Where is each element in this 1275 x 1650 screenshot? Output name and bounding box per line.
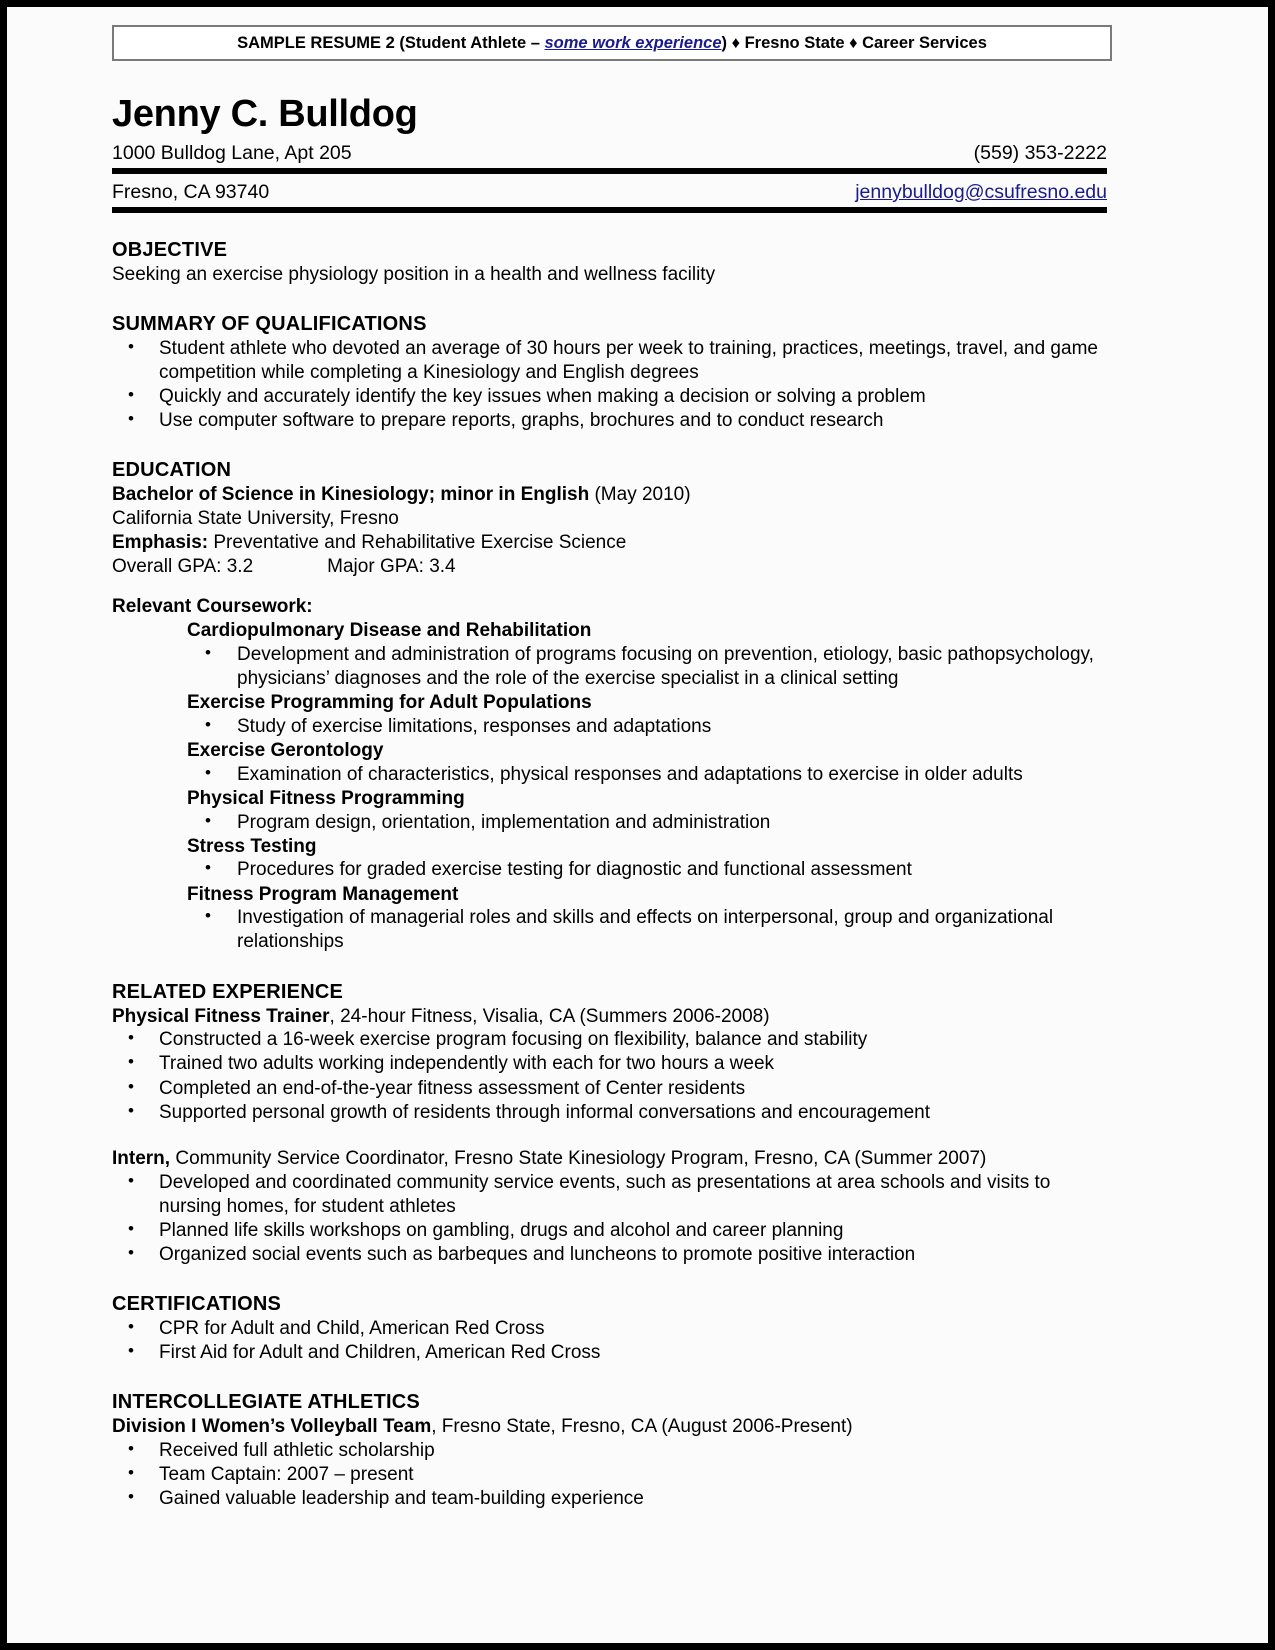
certifications-bullet-list (112, 1317, 1112, 1365)
list-item: • Received full athletic scholarship (112, 1439, 1112, 1463)
education-school: California State University, Fresno (112, 507, 399, 529)
section-heading-athletics: INTERCOLLEGIATE ATHLETICS (112, 1390, 420, 1413)
course-entry (187, 691, 1112, 739)
list-item: • Constructed a 16-week exercise program focusing on flexibility, balance and stability (112, 1028, 1112, 1052)
banner-prefix: SAMPLE RESUME 2 (Student Athlete – (237, 34, 545, 52)
list-item: • Development and administration of programs focusing on prevention, etiology, basic pathopsychology, physicians’ diagnoses and the role of the exercise specialist in a clinical setting (187, 643, 1112, 691)
course-title: Fitness Program Management (187, 883, 459, 905)
list-item: • Study of exercise limitations, responses and adaptations (187, 715, 1112, 739)
course-bullet-list (187, 811, 1112, 835)
list-item: • Trained two adults working independently with each for two hours a week (112, 1052, 1112, 1076)
course-entry (187, 883, 1112, 955)
overall-gpa: Overall GPA: 3.2 (112, 555, 254, 577)
course-title: Physical Fitness Programming (187, 787, 465, 809)
banner-suffix: ) ♦ Fresno State ♦ Career Services (721, 34, 987, 52)
team-details: , Fresno State, Fresno, CA (August 2006-Present) (431, 1415, 853, 1437)
course-title: Exercise Gerontology (187, 739, 384, 761)
page-content (112, 25, 1112, 1511)
degree-title: Bachelor of Science in Kinesiology; minor in English (112, 483, 590, 505)
job-bullet-list (112, 1028, 1112, 1124)
list-item: • Team Captain: 2007 – present (112, 1463, 1112, 1487)
list-item: • Use computer software to prepare reports, graphs, brochures and to conduct research (112, 409, 1112, 433)
course-entry (187, 787, 1112, 835)
course-bullet-list (187, 715, 1112, 739)
job-details: Community Service Coordinator, Fresno State Kinesiology Program, Fresno, CA (Summer 2007) (170, 1147, 987, 1169)
section-heading-summary: SUMMARY OF QUALIFICATIONS (112, 312, 427, 335)
education-emphasis (112, 531, 1112, 555)
list-item: • Quickly and accurately identify the key issues when making a decision or solving a problem (112, 385, 1112, 409)
candidate-name: Jenny C. Bulldog (112, 93, 418, 135)
course-entry (187, 619, 1112, 691)
job-details: , 24-hour Fitness, Visalia, CA (Summers 2006-2008) (329, 1005, 770, 1027)
education-gpa (112, 555, 1112, 579)
contact-row-2 (112, 178, 1107, 206)
list-item: • CPR for Adult and Child, American Red Cross (112, 1317, 1112, 1341)
list-item: • Developed and coordinated community service events, such as presentations at area schools and visits to nursing homes, for student athletes (112, 1171, 1112, 1219)
course-entry (187, 835, 1112, 883)
section-heading-education: EDUCATION (112, 458, 232, 481)
list-item: • Investigation of managerial roles and skills and effects on interpersonal, group and organizational relationships (187, 906, 1112, 954)
contact-row-1 (112, 139, 1107, 167)
course-bullet-list (187, 858, 1112, 882)
team-name: Division I Women’s Volleyball Team (112, 1415, 432, 1437)
athletics-bullet-list (112, 1439, 1112, 1511)
section-heading-objective: OBJECTIVE (112, 238, 228, 261)
summary-bullet-list (112, 337, 1112, 433)
emphasis-label: Emphasis: (112, 531, 209, 553)
athletics-team-line (112, 1415, 1112, 1439)
list-item: • Supported personal growth of residents through informal conversations and encouragement (112, 1101, 1112, 1125)
course-bullet-list (187, 643, 1112, 691)
section-heading-related-experience: RELATED EXPERIENCE (112, 980, 344, 1003)
objective-text: Seeking an exercise physiology position in a health and wellness facility (112, 263, 716, 285)
course-title: Stress Testing (187, 835, 317, 857)
list-item: • Completed an end-of-the-year fitness assessment of Center residents (112, 1077, 1112, 1101)
coursework-list (112, 619, 1112, 955)
sample-resume-banner (112, 25, 1112, 61)
list-item: • Procedures for graded exercise testing for diagnostic and functional assessment (187, 858, 1112, 882)
job-title: Physical Fitness Trainer (112, 1005, 330, 1027)
header-rule-bottom (112, 207, 1107, 213)
job-bullet-list (112, 1171, 1112, 1267)
list-item: • Examination of characteristics, physical responses and adaptations to exercise in older adults (187, 763, 1112, 787)
course-title: Exercise Programming for Adult Populations (187, 691, 592, 713)
address-line-2: Fresno, CA 93740 (112, 180, 270, 203)
list-item: • Organized social events such as barbeques and luncheons to promote positive interaction (112, 1243, 1112, 1267)
emphasis-value: Preventative and Rehabilitative Exercise Science (208, 531, 627, 553)
job-title: Intern, (112, 1147, 171, 1169)
some-work-experience-link[interactable]: some work experience (544, 34, 722, 52)
job-title-line (112, 1147, 1112, 1171)
course-bullet-list (187, 906, 1112, 954)
degree-date: (May 2010) (589, 483, 691, 505)
address-line-1: 1000 Bulldog Lane, Apt 205 (112, 141, 352, 164)
email-link[interactable]: jennybulldog@csufresno.edu (855, 180, 1107, 203)
relevant-coursework-label: Relevant Coursework: (112, 595, 313, 617)
list-item: • Gained valuable leadership and team-building experience (112, 1487, 1112, 1511)
list-item: • Student athlete who devoted an average of 30 hours per week to training, practices, meetings, travel, and game competition while completing a Kinesiology and English degrees (112, 337, 1112, 385)
header-rule-top (112, 168, 1107, 174)
major-gpa: Major GPA: 3.4 (327, 555, 456, 577)
list-item: • Program design, orientation, implementation and administration (187, 811, 1112, 835)
course-title: Cardiopulmonary Disease and Rehabilitation (187, 619, 592, 641)
job-title-line (112, 1005, 1112, 1029)
education-degree (112, 483, 1112, 507)
section-heading-certifications: CERTIFICATIONS (112, 1292, 282, 1315)
course-bullet-list (187, 763, 1112, 787)
course-entry (187, 739, 1112, 787)
phone-number: (559) 353-2222 (973, 141, 1107, 164)
list-item: • First Aid for Adult and Children, American Red Cross (112, 1341, 1112, 1365)
list-item: • Planned life skills workshops on gambling, drugs and alcohol and career planning (112, 1219, 1112, 1243)
